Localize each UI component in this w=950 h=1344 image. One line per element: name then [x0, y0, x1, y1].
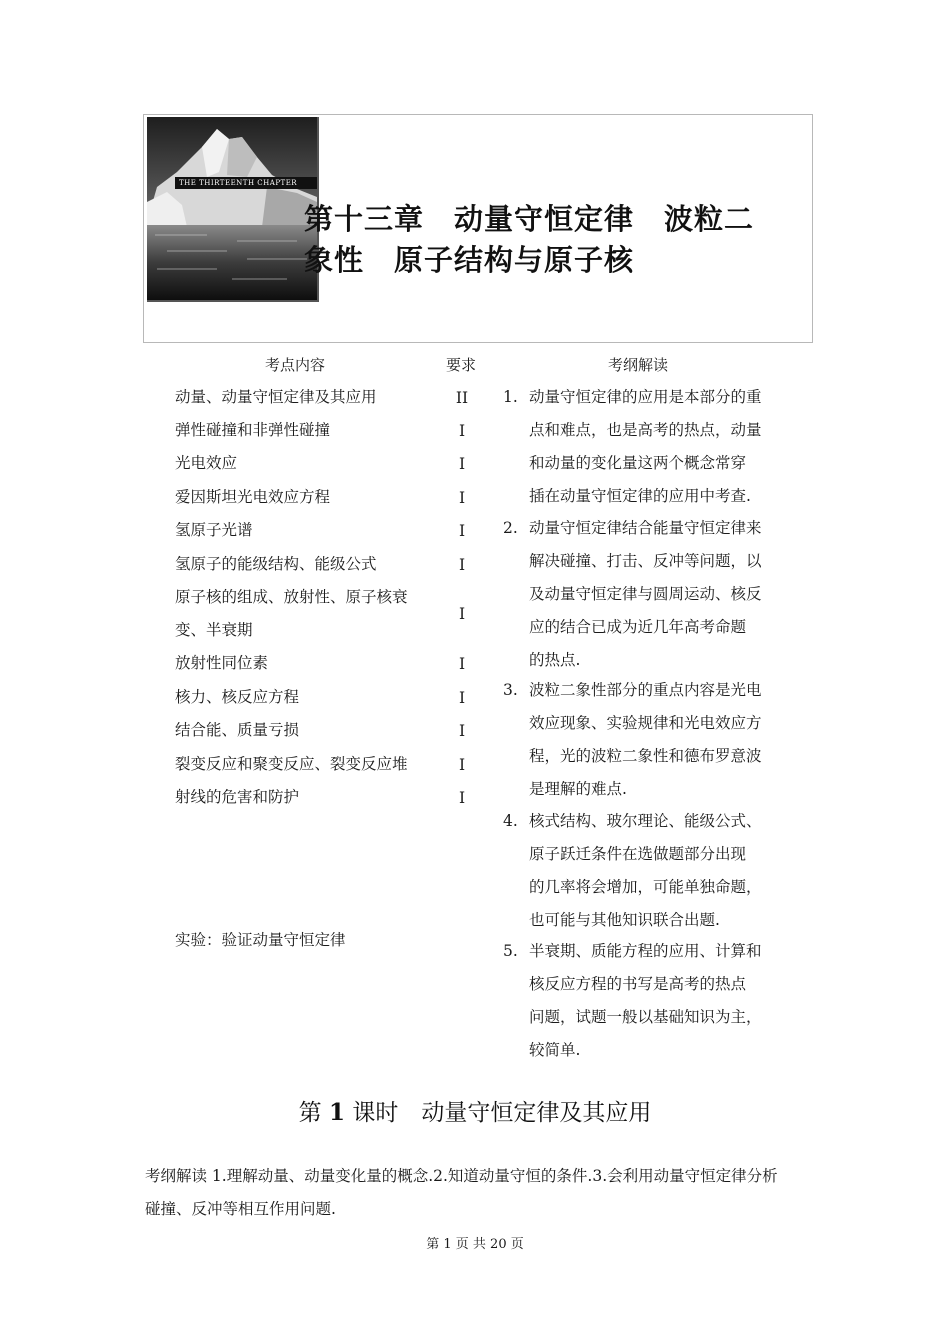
note-number: 4. — [503, 812, 518, 830]
note-first-line — [503, 674, 793, 707]
requirement-level: I — [458, 522, 466, 540]
topic-item: 爱因斯坦光电效应方程 — [175, 488, 331, 506]
note-continuation: 及动量守恒定律与圆周运动、核反 — [529, 585, 762, 603]
requirement-level: I — [458, 605, 466, 623]
note-first-line — [503, 512, 793, 545]
interpretation-line1: 考纲解读 1.理解动量、动量变化量的概念.2.知道动量守恒的条件.3.会利用动量守恒定律分析 — [145, 1167, 778, 1185]
requirement-level: I — [458, 722, 466, 740]
requirement-level: I — [458, 489, 466, 507]
topic-item: 放射性同位素 — [175, 654, 269, 672]
experiment-item: 实验：验证动量守恒定律 — [175, 931, 346, 949]
requirement-level: I — [458, 422, 466, 440]
iceberg-photo — [147, 117, 319, 302]
lesson-prefix: 第 — [298, 1100, 322, 1126]
note-text: 波粒二象性部分的重点内容是光电 — [529, 681, 762, 699]
note-item — [503, 512, 793, 677]
note-item — [503, 935, 793, 1067]
note-text: 动量守恒定律结合能量守恒定律来 — [529, 519, 762, 537]
note-continuation: 核反应方程的书写是高考的热点 — [529, 975, 747, 993]
note-continuation: 的热点. — [529, 651, 581, 669]
requirement-level: I — [458, 689, 466, 707]
topic-item: 射线的危害和防护 — [175, 788, 300, 806]
note-item — [503, 805, 793, 937]
lesson-title — [0, 1094, 950, 1127]
note-text: 半衰期、质能方程的应用、计算和 — [529, 942, 762, 960]
topic-item: 氢原子的能级结构、能级公式 — [175, 555, 377, 573]
requirement-level: I — [458, 455, 466, 473]
note-first-line — [503, 381, 793, 414]
note-continuation: 问题，试题一般以基础知识为主， — [529, 1008, 762, 1026]
page-footer: 第 1 页 共 20 页 — [426, 1237, 524, 1252]
requirement-level: I — [458, 655, 466, 673]
header-notes: 考纲解读 — [608, 356, 669, 374]
note-continuation: 较简单. — [529, 1041, 581, 1059]
lesson-number: 1 — [328, 1099, 345, 1126]
iceberg-image — [147, 117, 317, 300]
chapter-title — [304, 199, 794, 281]
chapter-title-line1: 第十三章 动量守恒定律 波粒二 — [304, 202, 755, 236]
syllabus-interpretation — [145, 1160, 815, 1226]
lesson-suffix: 课时 动量守恒定律及其应用 — [352, 1100, 652, 1126]
topic-item: 结合能、质量亏损 — [175, 721, 300, 739]
note-number: 3. — [503, 681, 518, 699]
chapter-banner — [143, 114, 813, 343]
note-continuation: 是理解的难点. — [529, 780, 627, 798]
note-continuation: 程，光的波粒二象性和德布罗意波 — [529, 747, 762, 765]
requirement-level: II — [455, 389, 469, 407]
note-item — [503, 674, 793, 806]
note-number: 1. — [503, 388, 518, 406]
topic-item: 氢原子光谱 — [175, 521, 253, 539]
note-continuation: 应的结合已成为近几年高考命题 — [529, 618, 747, 636]
note-continuation: 解决碰撞、打击、反冲等问题，以 — [529, 552, 762, 570]
note-continuation: 效应现象、实验规律和光电效应方 — [529, 714, 762, 732]
topic-item: 核力、核反应方程 — [175, 688, 300, 706]
note-continuation: 插在动量守恒定律的应用中考查. — [529, 487, 751, 505]
header-requirement: 要求 — [446, 356, 477, 374]
topic-item: 原子核的组成、放射性、原子核衰变、半衰期 — [175, 588, 408, 639]
requirement-level: I — [458, 789, 466, 807]
chapter-english-label: THE THIRTEENTH CHAPTER — [175, 177, 317, 189]
note-item — [503, 381, 793, 513]
note-number: 5. — [503, 942, 518, 960]
requirement-level: I — [458, 756, 466, 774]
note-first-line — [503, 935, 793, 968]
note-continuation: 也可能与其他知识联合出题. — [529, 911, 720, 929]
note-text: 动量守恒定律的应用是本部分的重 — [529, 388, 762, 406]
note-first-line — [503, 805, 793, 838]
topic-item: 光电效应 — [175, 454, 238, 472]
note-continuation: 和动量的变化量这两个概念常穿 — [529, 454, 747, 472]
topic-item: 弹性碰撞和非弹性碰撞 — [175, 421, 331, 439]
interpretation-line2: 碰撞、反冲等相互作用问题. — [145, 1200, 336, 1218]
note-number: 2. — [503, 519, 518, 537]
note-text: 核式结构、玻尔理论、能级公式、 — [529, 812, 762, 830]
note-continuation: 的几率将会增加，可能单独命题， — [529, 878, 762, 896]
header-topic: 考点内容 — [265, 356, 326, 374]
note-continuation: 点和难点，也是高考的热点，动量 — [529, 421, 762, 439]
note-continuation: 原子跃迁条件在选做题部分出现 — [529, 845, 747, 863]
topic-item: 动量、动量守恒定律及其应用 — [175, 388, 377, 406]
topic-item: 裂变反应和聚变反应、裂变反应堆 — [175, 755, 408, 773]
chapter-title-line2: 象性 原子结构与原子核 — [304, 243, 635, 277]
requirement-level: I — [458, 556, 466, 574]
